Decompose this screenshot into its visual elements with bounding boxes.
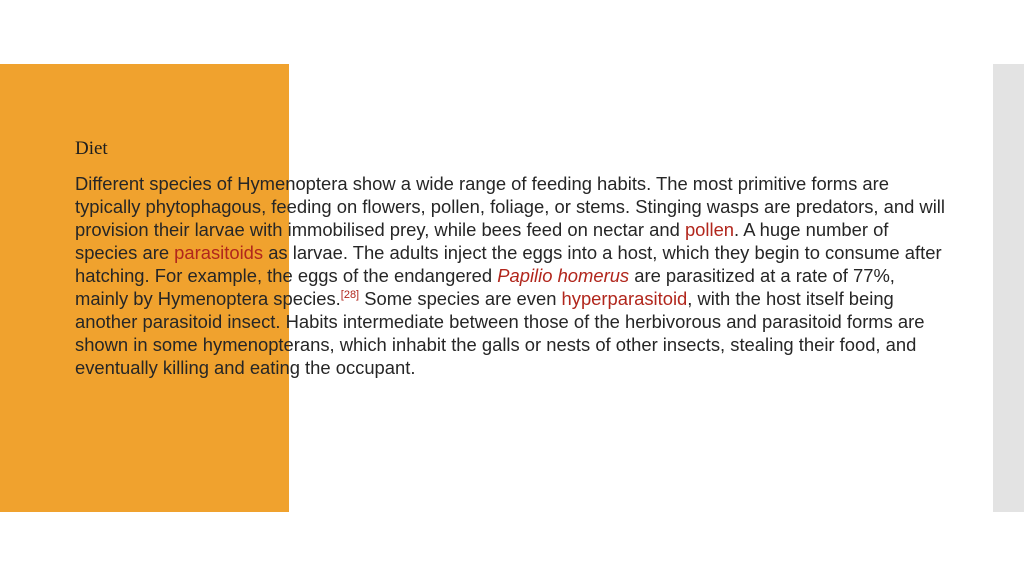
link-hyperparasitoid[interactable]: hyperparasitoid xyxy=(561,288,688,309)
text-segment: , with the host itself being another parasitoid insect. Habits intermediate between those of the herbivorous and parasitoid forms are shown in some hymenopterans, which inhabit the galls or nests of other insects, stealing their food, and eventually killing and eating the occupant. xyxy=(75,288,925,378)
text-segment: Some species are even xyxy=(359,288,562,309)
right-gray-bar xyxy=(993,64,1024,512)
link-parasitoids[interactable]: parasitoids xyxy=(174,242,264,263)
link-papilio-homerus[interactable]: Papilio homerus xyxy=(497,265,630,286)
text-segment: . A huge number of species are xyxy=(75,219,889,263)
text-segment: as larvae. The adults inject the eggs into a host, which they begin to consume after hatching. For example, the eggs of the endangered xyxy=(75,242,942,286)
text-segment: are parasitized at a rate of 77%, mainly by Hymenoptera species. xyxy=(75,265,895,309)
citation-ref-28[interactable]: [28] xyxy=(340,288,360,301)
body-paragraph xyxy=(75,172,950,379)
slide-title: Diet xyxy=(75,138,108,159)
text-segment: Different species of Hymenoptera show a wide range of feeding habits. The most primitive forms are typically phytophagous, feeding on flowers, pollen, foliage, or stems. Stinging wasps are predators, and will provision their larvae with immobilised prey, while bees feed on nectar and xyxy=(75,173,945,240)
link-pollen[interactable]: pollen xyxy=(684,219,735,240)
